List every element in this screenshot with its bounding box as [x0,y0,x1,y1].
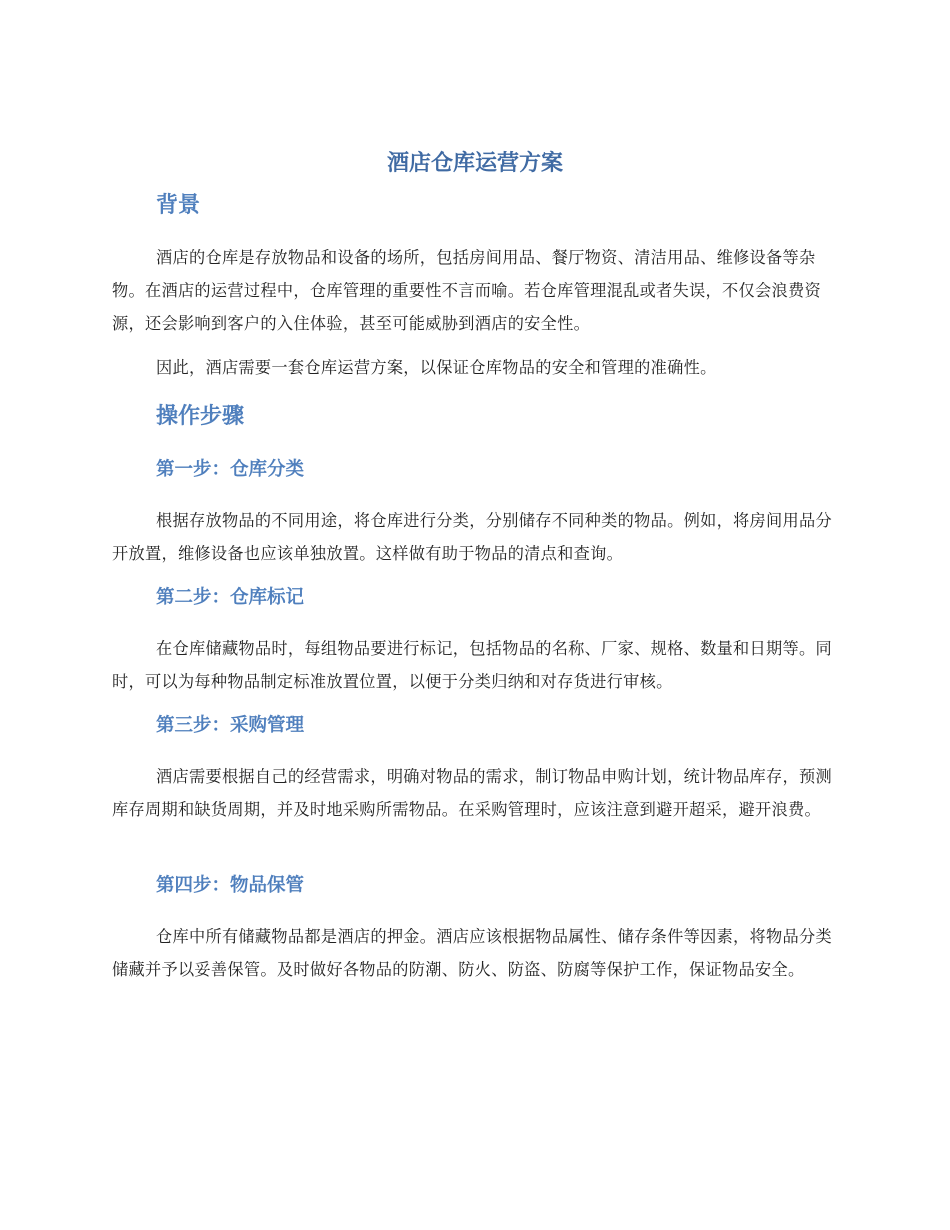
step-4-paragraph: 仓库中所有储藏物品都是酒店的押金。酒店应该根据物品属性、储存条件等因素，将物品分类储藏并予以妥善保管。及时做好各物品的防潮、防火、防盗、防腐等保护工作，保证物品安全。 [112,927,832,979]
background-paragraph-2: 因此，酒店需要一套仓库运营方案，以保证仓库物品的安全和管理的准确性。 [156,358,717,377]
section-heading-steps: 操作步骤 [156,404,245,429]
step-2-title: 第二步：仓库标记 [156,587,305,608]
step-1-paragraph: 根据存放物品的不同用途，将仓库进行分类，分别储存不同种类的物品。例如，将房间用品分开放置，维修设备也应该单独放置。这样做有助于物品的清点和查询。 [112,511,832,563]
section-heading-background: 背景 [156,193,201,218]
background-paragraph-1: 酒店的仓库是存放物品和设备的场所，包括房间用品、餐厅物资、清洁用品、维修设备等杂物。在酒店的运营过程中，仓库管理的重要性不言而喻。若仓库管理混乱或者失误，不仅会浪费资源，还会影响到客户的入住体验，甚至可能威胁到酒店的安全性。 [112,248,821,333]
step-3-paragraph: 酒店需要根据自己的经营需求，明确对物品的需求，制订物品申购计划，统计物品库存，预测库存周期和缺货周期，并及时地采购所需物品。在采购管理时，应该注意到避开超采，避开浪费。 [112,767,832,819]
step-2-paragraph: 在仓库储藏物品时，每组物品要进行标记，包括物品的名称、厂家、规格、数量和日期等。同时，可以为每种物品制定标准放置位置，以便于分类归纳和对存货进行审核。 [112,639,832,691]
step-3-title: 第三步：采购管理 [156,715,305,736]
document-title: 酒店仓库运营方案 [386,151,563,176]
step-4-title: 第四步：物品保管 [156,875,305,896]
step-1-title: 第一步：仓库分类 [156,459,305,480]
